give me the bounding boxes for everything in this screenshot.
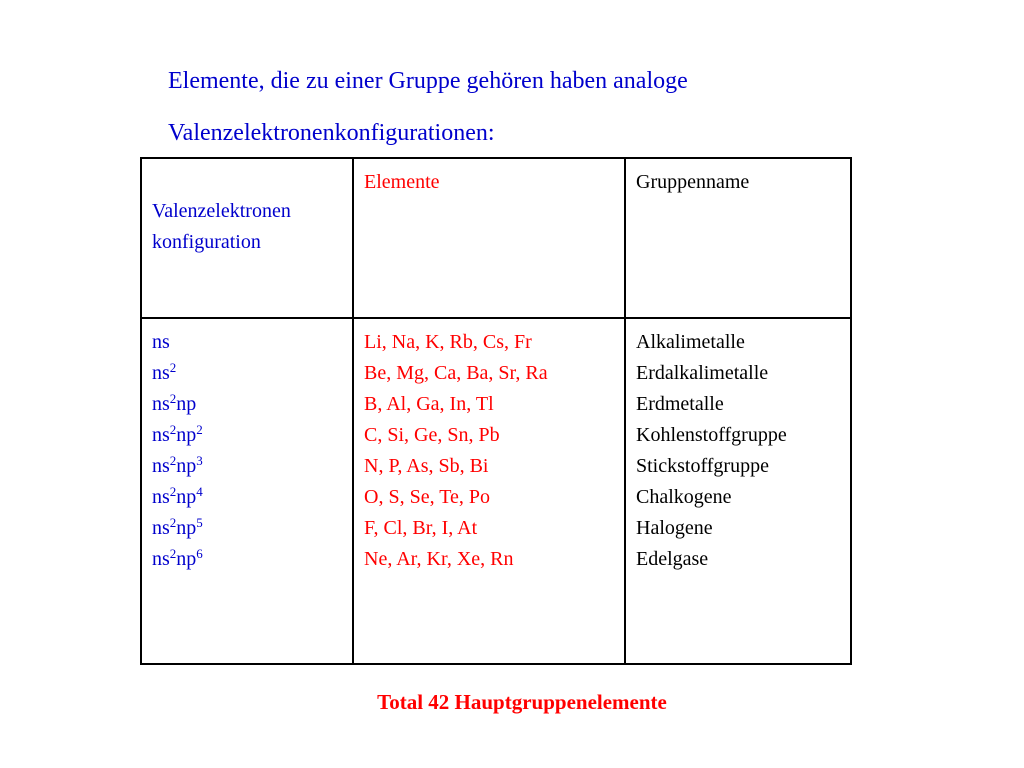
ns-term: ns: [152, 548, 170, 570]
intro-line-2: Valenzelektronenkonfigurationen:: [168, 120, 495, 146]
header-group-cell: [625, 158, 851, 318]
np-term: np: [176, 455, 197, 477]
ns-exponent: 2: [169, 453, 177, 468]
ns-exponent: 2: [169, 360, 177, 375]
ns-exponent: 2: [169, 422, 177, 437]
ns-term: ns: [152, 486, 170, 508]
ns-term: ns: [152, 424, 170, 446]
group-name-item: Erdalkalimetalle: [636, 362, 769, 384]
config-item: [152, 544, 352, 575]
ns-exponent: 2: [169, 515, 177, 530]
np-term: np: [176, 517, 197, 539]
group-column: [625, 318, 851, 664]
config-item: [152, 358, 352, 389]
ns-exponent: 2: [169, 546, 177, 561]
group-name-item: Halogene: [636, 517, 713, 539]
elements-item: Ne, Ar, Kr, Xe, Rn: [364, 548, 514, 570]
group-name-item: Alkalimetalle: [636, 331, 745, 353]
ns-term: ns: [152, 517, 170, 539]
header-group: Gruppenname: [636, 171, 750, 193]
np-exponent: 6: [196, 546, 203, 561]
np-exponent: 5: [196, 515, 203, 530]
np-exponent: 2: [196, 422, 203, 437]
group-name-item: Stickstoffgruppe: [636, 455, 769, 477]
config-item: [152, 327, 352, 358]
ns-term: ns: [152, 455, 170, 477]
header-elements: Elemente: [364, 171, 440, 193]
group-table: [140, 157, 852, 665]
config-item: [152, 389, 352, 420]
intro-line-1: Elemente, die zu einer Gruppe gehören haben analoge: [168, 68, 688, 94]
ns-term: ns: [152, 393, 170, 415]
elements-item: Li, Na, K, Rb, Cs, Fr: [364, 331, 532, 353]
config-item: [152, 420, 352, 451]
np-term: np: [176, 393, 197, 415]
config-item: [152, 482, 352, 513]
elements-item: F, Cl, Br, I, At: [364, 517, 478, 539]
ns-exponent: 2: [169, 484, 177, 499]
header-config: Valenzelektronen konfiguration: [152, 200, 291, 253]
config-item: [152, 451, 352, 482]
total-note: Total 42 Hauptgruppenelemente: [377, 690, 667, 714]
elements-item: O, S, Se, Te, Po: [364, 486, 491, 508]
np-exponent: 3: [196, 453, 203, 468]
np-term: np: [176, 424, 197, 446]
elements-item: N, P, As, Sb, Bi: [364, 455, 489, 477]
np-term: np: [176, 548, 197, 570]
header-config-cell: [141, 158, 353, 318]
group-name-item: Erdmetalle: [636, 393, 724, 415]
ns-term: ns: [152, 362, 170, 384]
ns-term: ns: [152, 331, 170, 353]
elements-item: C, Si, Ge, Sn, Pb: [364, 424, 500, 446]
group-name-item: Edelgase: [636, 548, 709, 570]
elements-item: B, Al, Ga, In, Tl: [364, 393, 494, 415]
np-exponent: 4: [196, 484, 203, 499]
table-header-row: [141, 158, 851, 318]
table-body-row: [141, 318, 851, 664]
group-name-item: Chalkogene: [636, 486, 732, 508]
np-term: np: [176, 486, 197, 508]
group-name-item: Kohlenstoffgruppe: [636, 424, 787, 446]
intro-text: [168, 55, 688, 159]
elements-column: [353, 318, 625, 664]
elements-item: Be, Mg, Ca, Ba, Sr, Ra: [364, 362, 548, 384]
header-elements-cell: [353, 158, 625, 318]
config-column: [141, 318, 353, 664]
config-item: [152, 513, 352, 544]
ns-exponent: 2: [169, 391, 177, 406]
